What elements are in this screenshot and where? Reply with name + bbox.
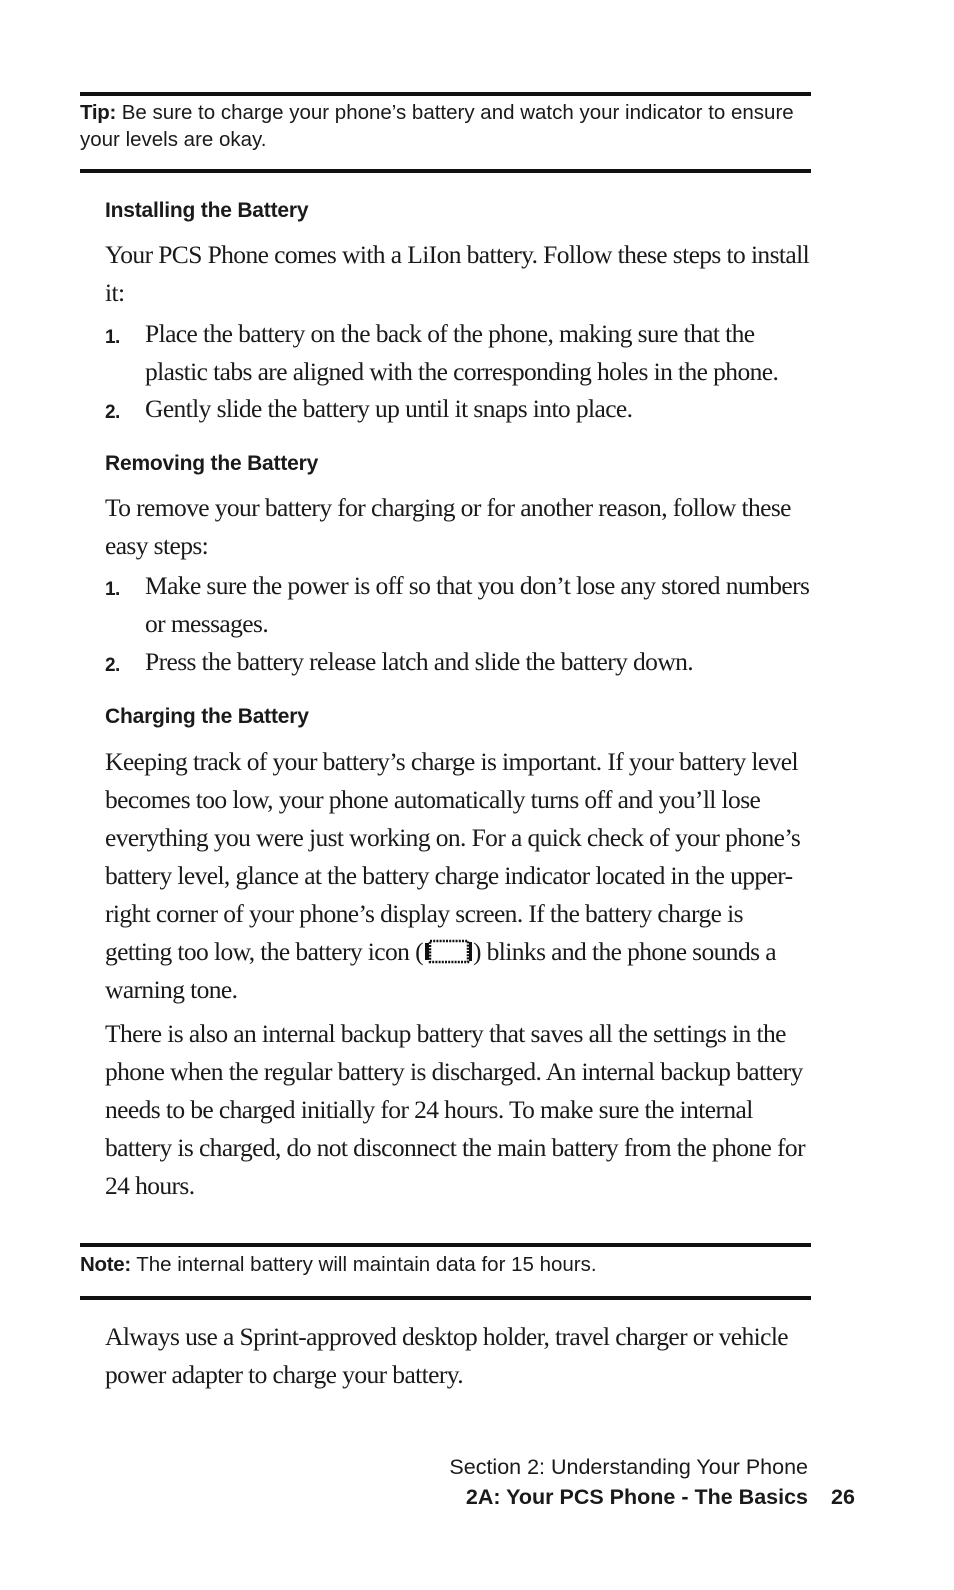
step-text: Press the battery release latch and slide the battery down. — [145, 647, 694, 676]
step-text: Place the battery on the back of the phone, making sure that the plastic tabs are aligned with the corresponding holes in the phone. — [145, 319, 779, 386]
page-number: 26 — [831, 1485, 855, 1509]
installing-heading: Installing the Battery — [105, 199, 309, 222]
footer-chapter-title: 2A: Your PCS Phone - The Basics — [465, 1485, 808, 1509]
removing-heading: Removing the Battery — [105, 452, 319, 475]
tip-text: Be sure to charge your phone’s battery and watch your indicator to ensure your levels are okay. — [80, 101, 794, 151]
step-number: 1. — [105, 579, 120, 600]
charging-text-after-icon: ) blinks and the phone sounds a warning tone. — [105, 937, 776, 1004]
charging-heading: Charging the Battery — [105, 705, 309, 728]
installing-step-2 — [105, 390, 811, 428]
installing-intro: Your PCS Phone comes with a LiIon battery. Follow these steps to install it: — [105, 240, 810, 307]
note-bottom-rule — [80, 1296, 811, 1300]
charging-paragraph-1 — [105, 743, 811, 1009]
charging-paragraph-2: There is also an internal backup battery that saves all the settings in the phone when the regular battery is discharged. An internal backup battery needs to be charged initially for 24 hours. To make sure the internal battery is charged, do not disconnect the main battery from the phone for 24 hours. — [105, 1019, 805, 1200]
note-top-rule — [80, 1243, 811, 1247]
removing-intro: To remove your battery for charging or for another reason, follow these easy steps: — [105, 493, 791, 560]
removing-step-1 — [105, 567, 811, 643]
note-callout — [80, 1251, 811, 1278]
footer-section-title: Section 2: Understanding Your Phone — [449, 1455, 808, 1479]
removing-step-2 — [105, 643, 811, 681]
note-text: The internal battery will maintain data for 15 hours. — [136, 1253, 597, 1276]
note-label: Note: — [80, 1253, 131, 1276]
step-number: 2. — [105, 655, 120, 676]
tip-callout — [80, 99, 811, 153]
tip-bottom-rule — [80, 169, 811, 173]
installing-step-1 — [105, 315, 811, 391]
closing-paragraph: Always use a Sprint-approved desktop holder, travel charger or vehicle power adapter to charge your battery. — [105, 1322, 789, 1389]
step-number: 2. — [105, 402, 120, 423]
tip-top-rule — [80, 92, 811, 96]
battery-empty-icon — [424, 937, 472, 962]
step-text: Make sure the power is off so that you don’t lose any stored numbers or messages. — [145, 571, 810, 638]
step-number: 1. — [105, 327, 120, 348]
charging-text-before-icon: Keeping track of your battery’s charge is important. If your battery level becomes too low, your phone automatically turns off and you’ll lose everything you were just working on. For a quick check of your phone’s battery level, glance at the battery charge indicator located in the upper-right corner of your phone’s display screen. If the battery charge is getting too low, the battery icon ( — [105, 747, 801, 966]
tip-label: Tip: — [80, 101, 116, 124]
step-text: Gently slide the battery up until it snaps into place. — [145, 394, 633, 423]
